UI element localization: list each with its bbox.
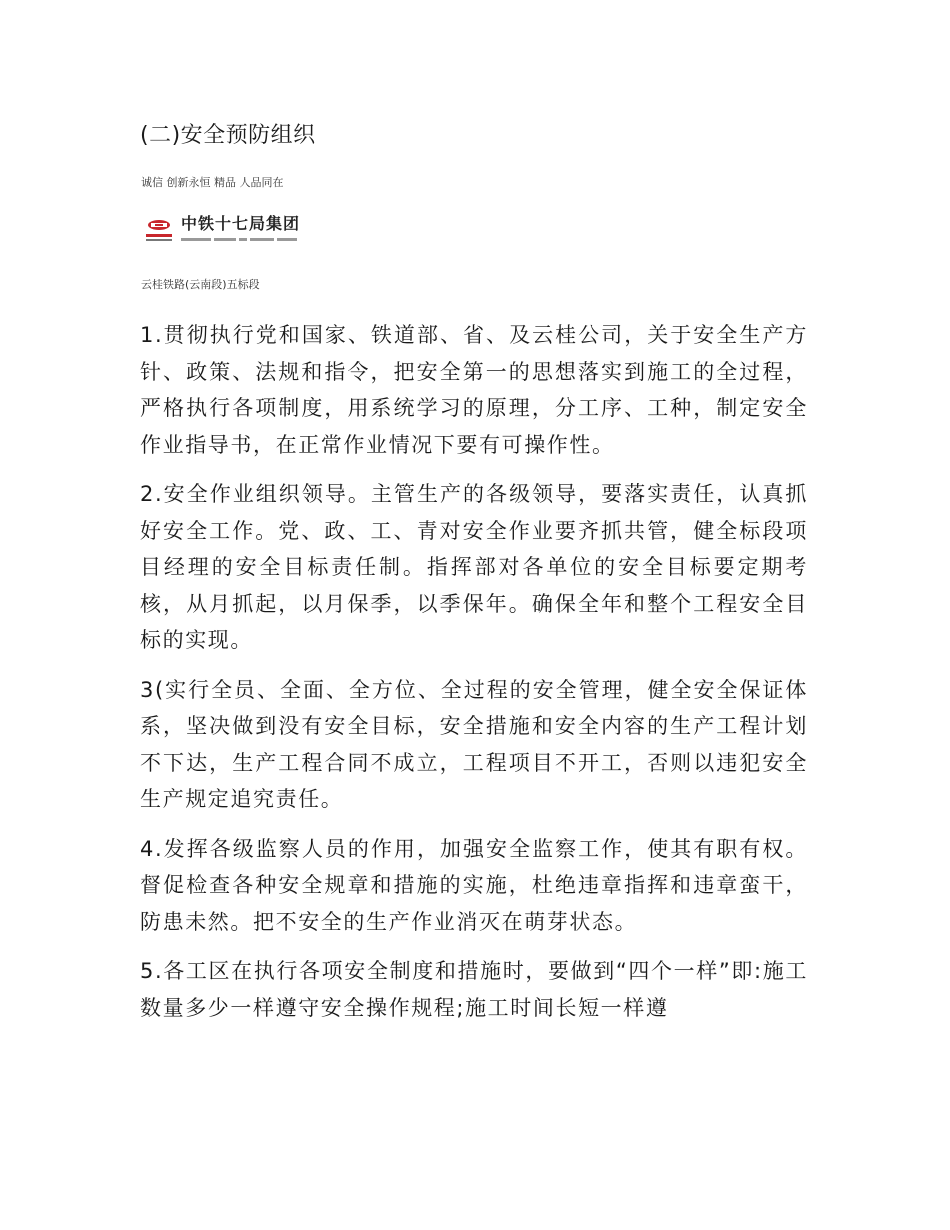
paragraph-2: 2.安全作业组织领导。主管生产的各级领导，要落实责任，认真抓好安全工作。党、政、工、青对安全作业要齐抓共管，健全标段项目经理的安全目标责任制。指挥部对各单位的安全目标要定期考核，从月抓起，以月保季，以季保年。确保全年和整个工程安全目标的实现。 <box>140 482 808 652</box>
company-motto: 诚信 创新永恒 精品 人品同在 <box>141 176 284 189</box>
railway-emblem-icon <box>141 212 177 248</box>
paragraph-1: 1.贯彻执行党和国家、铁道部、省、及云桂公司，关于安全生产方针、政策、法规和指令，把安全第一的思想落实到施工的全过程，严格执行各项制度，用系统学习的原理，分工序、工种，制定安全作业指导书，在正常作业情况下要有可操作性。 <box>140 323 808 457</box>
logo-english-tagline-icon <box>181 236 297 244</box>
project-name: 云桂铁路(云南段)五标段 <box>141 278 260 291</box>
paragraph-3: 3(实行全员、全面、全方位、全过程的安全管理，健全安全保证体系，坚决做到没有安全目标，安全措施和安全内容的生产工程计划不下达，生产工程合同不成立，工程项目不开工，否则以违犯安全生产规定追究责任。 <box>140 677 808 811</box>
paragraph-4: 4.发挥各级监察人员的作用，加强安全监察工作，使其有职有权。督促检查各种安全规章和措施的实施，杜绝违章指挥和违章蛮干，防患未然。把不安全的生产作业消灭在萌芽状态。 <box>140 836 808 934</box>
section-title: (二)安全预防组织 <box>140 123 316 148</box>
paragraph-5: 5.各工区在执行各项安全制度和措施时，要做到“四个一样”即:施工数量多少一样遵守安全操作规程;施工时间长短一样遵 <box>140 959 808 1020</box>
company-logo <box>141 212 301 248</box>
company-logo-name: 中铁十七局集团 <box>181 214 301 233</box>
body-text <box>140 317 808 1039</box>
